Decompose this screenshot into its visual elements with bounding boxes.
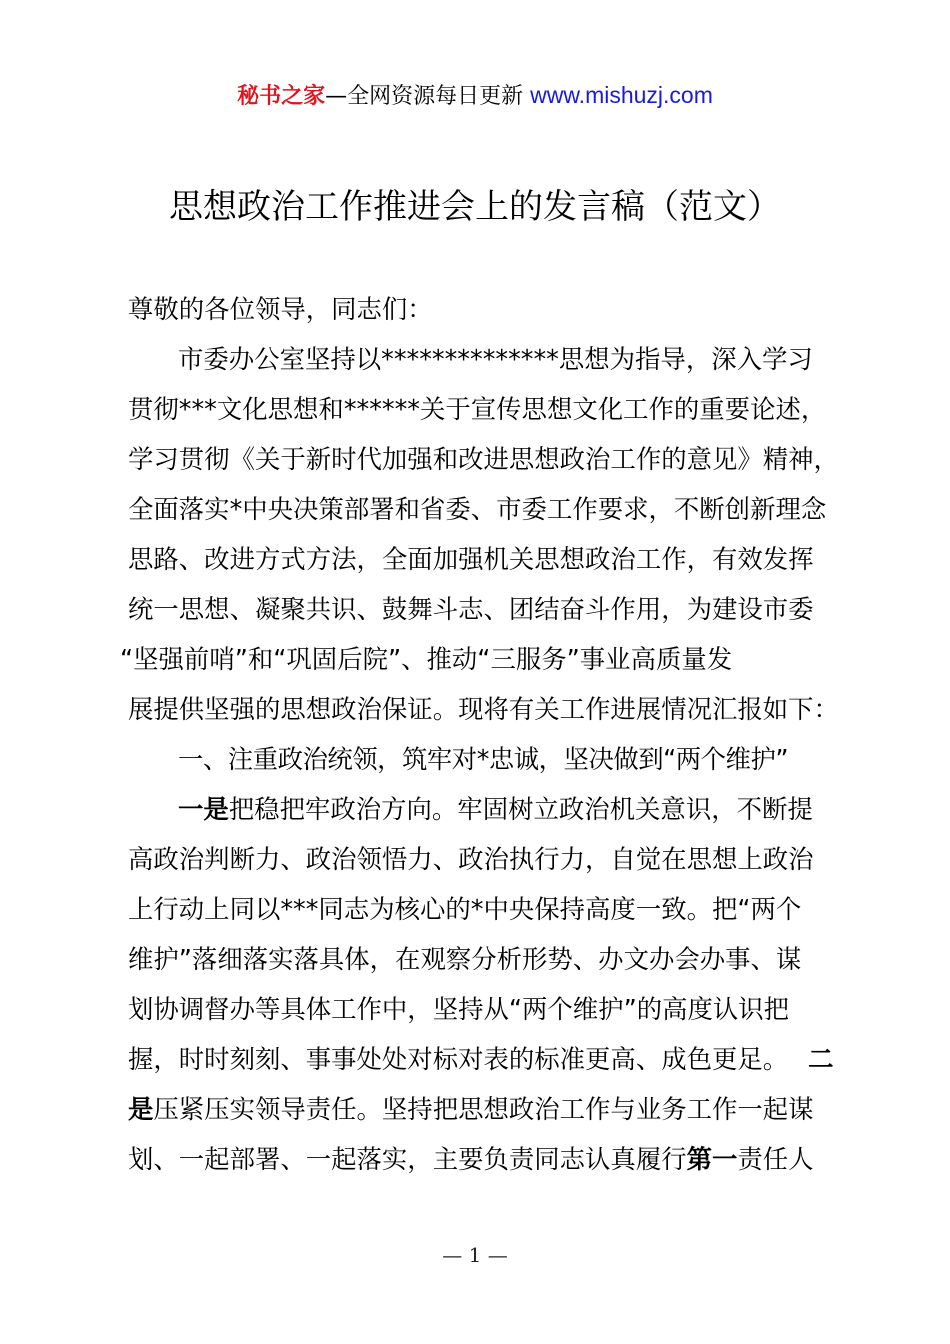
site-brand: 秘书之家 (237, 84, 326, 109)
site-url-link[interactable]: www.mishuzj.com (530, 82, 713, 108)
intro-line: 展提供坚强的思想政治保证。现将有关工作进展情况汇报如下： (128, 694, 839, 724)
document-title: 思想政治工作推进会上的发言稿（范文） (169, 187, 781, 227)
intro-line: 全面落实*中央决策部署和省委、市委工作要求，不断创新理念 (128, 494, 827, 524)
point-text: 划、一起部署、一起落实，主要负责同志认真履行 (128, 1144, 687, 1174)
paragraph-line (128, 784, 868, 834)
paragraph-line: 上行动上同以***同志为核心的*中央保持高度一致。把“两个 (128, 894, 802, 924)
point-text: 把稳把牢政治方向。牢固树立政治机关意识，不断提 (228, 794, 813, 824)
paragraph-line: 划协调督办等具体工作中，坚持从“两个维护”的高度认识把 (128, 994, 790, 1024)
section-heading: 一、注重政治统领，筑牢对*忠诚，坚决做到“两个维护” (178, 744, 788, 774)
point-text: 握，时时刻刻、事事处处对标对表的标准更高、成色更足。 (128, 1044, 789, 1074)
site-header (0, 78, 950, 114)
paragraph-line (128, 1134, 868, 1184)
paragraph-line: 高政治判断力、政治领悟力、政治执行力，自觉在思想上政治 (128, 844, 814, 874)
paragraph-line (128, 1034, 868, 1084)
intro-line: 统一思想、凝聚共识、鼓舞斗志、团结奋斗作用，为建设市委 (128, 594, 814, 624)
intro-line: 市委办公室坚持以**************思想为指导，深入学习 (178, 344, 813, 374)
point-lead: 二 (808, 1044, 834, 1074)
point-lead: 一是 (178, 794, 229, 824)
point-text: 压紧压实领导责任。坚持把思想政治工作与业务工作一起谋 (153, 1094, 814, 1124)
point-lead: 是 (128, 1094, 154, 1124)
page-number: — 1 — (442, 1243, 508, 1267)
paragraph-line (128, 1084, 868, 1134)
bold-term: 第一 (686, 1144, 738, 1174)
intro-line: 贯彻***文化思想和******关于宣传思想文化工作的重要论述， (128, 394, 827, 424)
intro-line: 思路、改进方式方法，全面加强机关思想政治工作，有效发挥 (128, 544, 814, 574)
site-tagline: —全网资源每日更新 (325, 84, 524, 109)
paragraph-line: 维护”落细落实落具体，在观察分析形势、办文办会办事、谋 (128, 944, 802, 974)
point-text: 责任人 (737, 1144, 814, 1174)
intro-line: 学习贯彻《关于新时代加强和改进思想政治工作的意见》精神， (128, 444, 839, 474)
intro-line: “坚强前哨”和“巩固后院”、推动“三服务”事业高质量发 (120, 644, 733, 674)
greeting: 尊敬的各位领导，同志们： (128, 294, 433, 324)
document-body (120, 284, 868, 1184)
